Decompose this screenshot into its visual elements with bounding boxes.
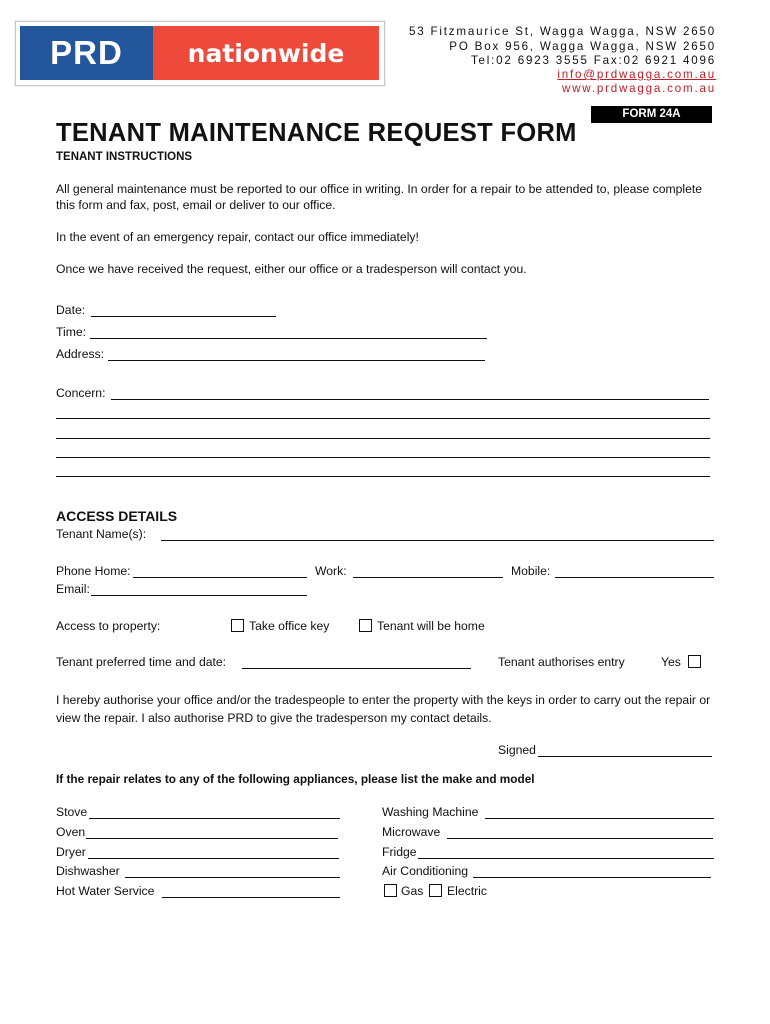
signature-field[interactable]: [538, 756, 712, 757]
concern-field-line-5[interactable]: [56, 476, 710, 477]
concern-field-line-4[interactable]: [56, 457, 710, 458]
access-to-property-label: Access to property:: [56, 619, 161, 633]
stove-label: Stove: [56, 805, 88, 819]
electric-label: Electric: [447, 884, 487, 898]
dishwasher-field[interactable]: [125, 877, 340, 878]
logo-prd-text: PRD: [20, 26, 153, 80]
tenant-names-label: Tenant Name(s):: [56, 527, 147, 541]
mobile-label: Mobile:: [511, 564, 551, 578]
dryer-field[interactable]: [88, 858, 339, 859]
gas-checkbox[interactable]: [384, 884, 397, 897]
phone-home-label: Phone Home:: [56, 564, 131, 578]
dryer-label: Dryer: [56, 845, 86, 859]
take-office-key-checkbox[interactable]: [231, 619, 244, 632]
concern-field-line-2[interactable]: [56, 418, 710, 419]
preferred-time-label: Tenant preferred time and date:: [56, 655, 227, 669]
instructions-paragraph-3: Once we have received the request, either our office or a tradesperson will contact you.: [56, 262, 527, 276]
take-office-key-label: Take office key: [249, 619, 330, 633]
hot-water-service-field[interactable]: [162, 897, 340, 898]
authorises-entry-label: Tenant authorises entry: [498, 655, 625, 669]
preferred-time-field[interactable]: [242, 668, 471, 669]
authorises-entry-yes-checkbox[interactable]: [688, 655, 701, 668]
instructions-paragraph-1: All general maintenance must be reported to our office in writing. In order for a repair to be attended to, please complete this form and fax, post, email or deliver to our office.: [56, 182, 703, 212]
microwave-label: Microwave: [382, 825, 441, 839]
form-code-badge: FORM 24A: [591, 106, 712, 123]
yes-label: Yes: [661, 655, 681, 669]
time-label: Time:: [56, 325, 87, 339]
washing-machine-field[interactable]: [485, 818, 714, 819]
washing-machine-label: Washing Machine: [382, 805, 479, 819]
air-conditioning-field[interactable]: [473, 877, 711, 878]
tenant-will-be-home-checkbox[interactable]: [359, 619, 372, 632]
email-label: Email:: [56, 582, 90, 596]
oven-label: Oven: [56, 825, 86, 839]
electric-checkbox[interactable]: [429, 884, 442, 897]
email-field[interactable]: [91, 595, 307, 596]
fridge-label: Fridge: [382, 845, 417, 859]
time-field[interactable]: [90, 338, 487, 339]
authorisation-text: I hereby authorise your office and/or the tradespeople to enter the property with the keys in order to carry out the repair or view the repair. I also authorise PRD to give the tradesperson my contact details.: [56, 693, 711, 725]
phone-home-field[interactable]: [133, 577, 307, 578]
dishwasher-label: Dishwasher: [56, 864, 120, 878]
date-label: Date:: [56, 303, 86, 317]
office-email-link[interactable]: info@prdwagga.com.au: [557, 68, 716, 81]
office-po-box: PO Box 956, Wagga Wagga, NSW 2650: [449, 40, 716, 53]
address-field[interactable]: [108, 360, 485, 361]
work-label: Work:: [315, 564, 347, 578]
air-conditioning-label: Air Conditioning: [382, 864, 469, 878]
prd-nationwide-logo: [15, 21, 385, 86]
access-details-heading: ACCESS DETAILS: [56, 508, 178, 524]
date-field[interactable]: [91, 316, 276, 317]
gas-label: Gas: [401, 884, 424, 898]
address-label: Address:: [56, 347, 105, 361]
office-phone-fax: Tel:02 6923 3555 Fax:02 6921 4096: [470, 54, 716, 67]
appliances-heading: If the repair relates to any of the following appliances, please list the make and model: [56, 772, 535, 786]
logo-nationwide-text: nationwide: [153, 26, 379, 80]
hot-water-service-label: Hot Water Service: [56, 884, 155, 898]
mobile-field[interactable]: [555, 577, 714, 578]
work-phone-field[interactable]: [353, 577, 503, 578]
oven-field[interactable]: [86, 838, 338, 839]
concern-field-line-1[interactable]: [111, 399, 709, 400]
instructions-paragraph-2: In the event of an emergency repair, contact our office immediately!: [56, 230, 419, 244]
microwave-field[interactable]: [447, 838, 713, 839]
office-address: 53 Fitzmaurice St, Wagga Wagga, NSW 2650: [409, 25, 716, 38]
tenant-names-field[interactable]: [161, 540, 714, 541]
instructions-heading: TENANT INSTRUCTIONS: [56, 151, 193, 163]
signed-label: Signed: [498, 743, 536, 757]
page-title: TENANT MAINTENANCE REQUEST FORM: [56, 119, 577, 147]
stove-field[interactable]: [89, 818, 340, 819]
concern-field-line-3[interactable]: [56, 438, 710, 439]
office-website-link[interactable]: www.prdwagga.com.au: [561, 82, 716, 95]
concern-label: Concern:: [56, 386, 106, 400]
tenant-will-be-home-label: Tenant will be home: [377, 619, 485, 633]
fridge-field[interactable]: [418, 858, 714, 859]
